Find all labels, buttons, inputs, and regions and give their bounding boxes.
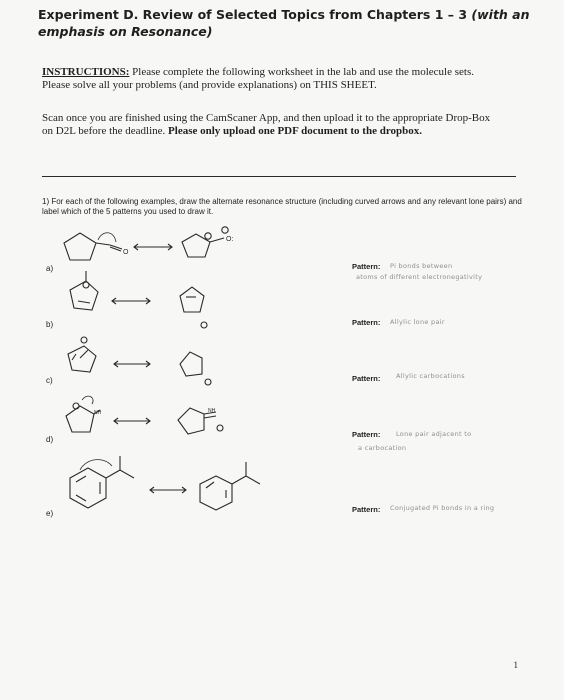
molecule-e-ring: [70, 468, 106, 508]
pattern-d-label: Pattern:: [352, 430, 381, 439]
problem-a-label: a): [46, 264, 54, 273]
problem-c-label: c): [46, 376, 53, 385]
pattern-e-answer: Conjugated Pi bonds in a ring: [390, 504, 495, 512]
scan-bold-text: Please only upload one PDF document to the dropbox.: [168, 124, 422, 137]
molecule-a-product-ring: [182, 234, 210, 257]
pattern-c-label: Pattern:: [352, 374, 381, 383]
pattern-a-answer-line2: atoms of different electronegativity: [356, 273, 483, 281]
molecule-a-ring: [64, 233, 96, 260]
nh-d-product: NH: [208, 408, 216, 414]
pattern-a-answer: Pi bonds between: [390, 262, 453, 270]
instructions-text: Please complete the following worksheet in the lab and use the molecule sets. Please solve all your problems (and provide explanations) on THIS SHEET.: [42, 66, 474, 91]
oxygen-a: O: [123, 249, 129, 256]
oxygen-a-product: O:: [226, 236, 234, 243]
instructions-label: INSTRUCTIONS:: [42, 66, 130, 78]
molecule-d-ring: [66, 406, 94, 432]
pattern-b-answer: Allylic lone pair: [390, 318, 445, 326]
molecule-b-ring: [70, 281, 98, 310]
molecule-b-product-ring: [180, 287, 204, 312]
pattern-d-answer: Lone pair adjacent to: [396, 430, 472, 438]
problem-b-label: b): [46, 320, 54, 329]
nh-d: NH: [94, 410, 102, 416]
question-text: 1) For each of the following examples, draw the alternate resonance structure (including curved arrows and any relevant lone pairs) and label which of the 5 patterns you used to draw it.: [42, 197, 522, 216]
page-number: 1: [513, 660, 518, 670]
pattern-c-answer: Allylic carbocations: [396, 372, 465, 380]
molecule-d-product-ring: [178, 408, 204, 434]
pattern-e-label: Pattern:: [352, 505, 381, 514]
pattern-b-label: Pattern:: [352, 318, 381, 327]
pattern-d-answer-line2: a carbocation: [358, 444, 407, 452]
problem-d-label: d): [46, 435, 54, 444]
molecule-c-product-ring: [180, 352, 202, 376]
problem-e-label: e): [46, 509, 54, 518]
pattern-a-label: Pattern:: [352, 262, 381, 271]
scan-text: Scan once you are finished using the CamScaner App, and then upload it to the appropriate Drop-Box on D2L before the deadline.: [42, 112, 491, 137]
molecule-e-product-ring: [200, 476, 232, 510]
page-title: Experiment D. Review of Selected Topics from Chapters 1 – 3 (with an emphasis on Resonance): [38, 7, 530, 39]
